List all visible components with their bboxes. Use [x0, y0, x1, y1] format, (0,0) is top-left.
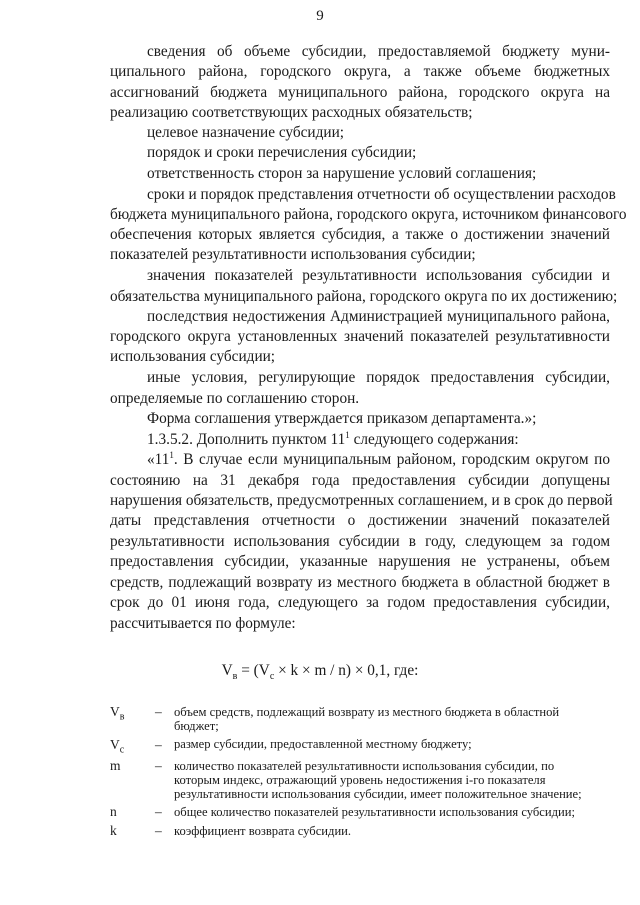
definition-text: количество показателей результативности использования субсидии, по [174, 759, 555, 773]
text-line: определяемые по соглашению сторон. [110, 390, 360, 407]
text-line: сведения об объеме субсидии, предоставляемой бюджету муни- [147, 43, 610, 60]
text-line: срок до 01 июня года, следующего за годом предоставления субсидии, [110, 594, 610, 611]
text-line: значения показателей результативности использования субсидии и [147, 267, 610, 284]
text-line: даты представления отчетности о достижении значений показателей [110, 512, 610, 529]
text-line: обеспечения которых является субсидия, а также о достижении значений [110, 226, 610, 243]
formula: $V_в = (V_с \times k \times m / n) \times 0,1$, где: [221, 662, 419, 683]
text-line: обязательства муниципального района, городского округа по их достижению; [110, 288, 618, 305]
text-line: реализацию соответствующих расходных обязательств; [110, 104, 473, 121]
text-line: средств, подлежащий возврату из местного бюджета в областной бюджет в [110, 574, 610, 591]
text-line: состоянию на 31 декабря года предоставления субсидии допущены [110, 472, 610, 489]
definition-text: объем средств, подлежащий возврату из местного бюджета в областной [174, 705, 560, 719]
text-line: показателей результативности использования субсидии; [110, 246, 476, 263]
text-line: бюджета муниципального района, городского округа, источником финансового [110, 206, 627, 223]
definition-symbol: $V_с$ [110, 737, 125, 756]
text-line: ответственность сторон за нарушение условий соглашения; [147, 165, 537, 182]
definition-symbol: $V_в$ [110, 704, 125, 723]
text-line: иные условия, регулирующие порядок предоставления субсидии, [147, 369, 610, 386]
definition-text: результативности использования субсидии, имеет положительное значение; [174, 787, 582, 801]
definition-text: бюджет; [174, 719, 219, 733]
text-line: ассигнований бюджета муниципального района, городского округа на [110, 84, 610, 101]
definition-dash: – [155, 823, 162, 838]
definition-dash: – [155, 804, 162, 819]
text-line: 1.3.5.2. Дополнить пунктом $11^1$ следующего содержания: [147, 429, 519, 448]
definition-dash: – [155, 704, 162, 719]
definition-text: которым индекс, отражающий уровень недостижения i-го показателя [174, 773, 546, 787]
text-line: целевое назначение субсидии; [147, 124, 345, 141]
text-line: Форма соглашения утверждается приказом департамента.»; [147, 410, 537, 427]
definition-text: коэффициент возврата субсидии. [174, 824, 352, 838]
definition-text: общее количество показателей результативности использования субсидии; [174, 805, 576, 819]
text-line: «$11^1$. В случае если муниципальным районом, городским округом по [147, 449, 610, 468]
definition-text: размер субсидии, предоставленной местному бюджету; [174, 737, 472, 751]
text-line: предоставления субсидии, указанные нарушения не устранены, объем [110, 553, 610, 570]
text-line: рассчитывается по формуле: [110, 615, 296, 632]
text-line: порядок и сроки перечисления субсидии; [147, 144, 417, 161]
text-line: использования субсидии; [110, 348, 276, 365]
definition-symbol: n [110, 804, 117, 819]
text-line: результативности использования субсидии в году, следующем за годом [110, 533, 610, 550]
text-line: сроки и порядок представления отчетности об осуществлении расходов [147, 186, 616, 203]
definition-symbol: m [110, 758, 121, 773]
definition-dash: – [155, 758, 162, 773]
page-number: 9 [316, 8, 324, 24]
text-line: нарушения обязательств, предусмотренных соглашением, и в срок до первой [110, 492, 613, 509]
text-line: последствия недостижения Администрацией муниципального района, [147, 308, 610, 325]
text-line: ципального района, городского округа, а также объеме бюджетных [110, 63, 610, 80]
definition-dash: – [155, 737, 162, 752]
definition-symbol: k [110, 823, 117, 838]
text-line: городского округа установленных значений показателей результативности [110, 328, 610, 345]
